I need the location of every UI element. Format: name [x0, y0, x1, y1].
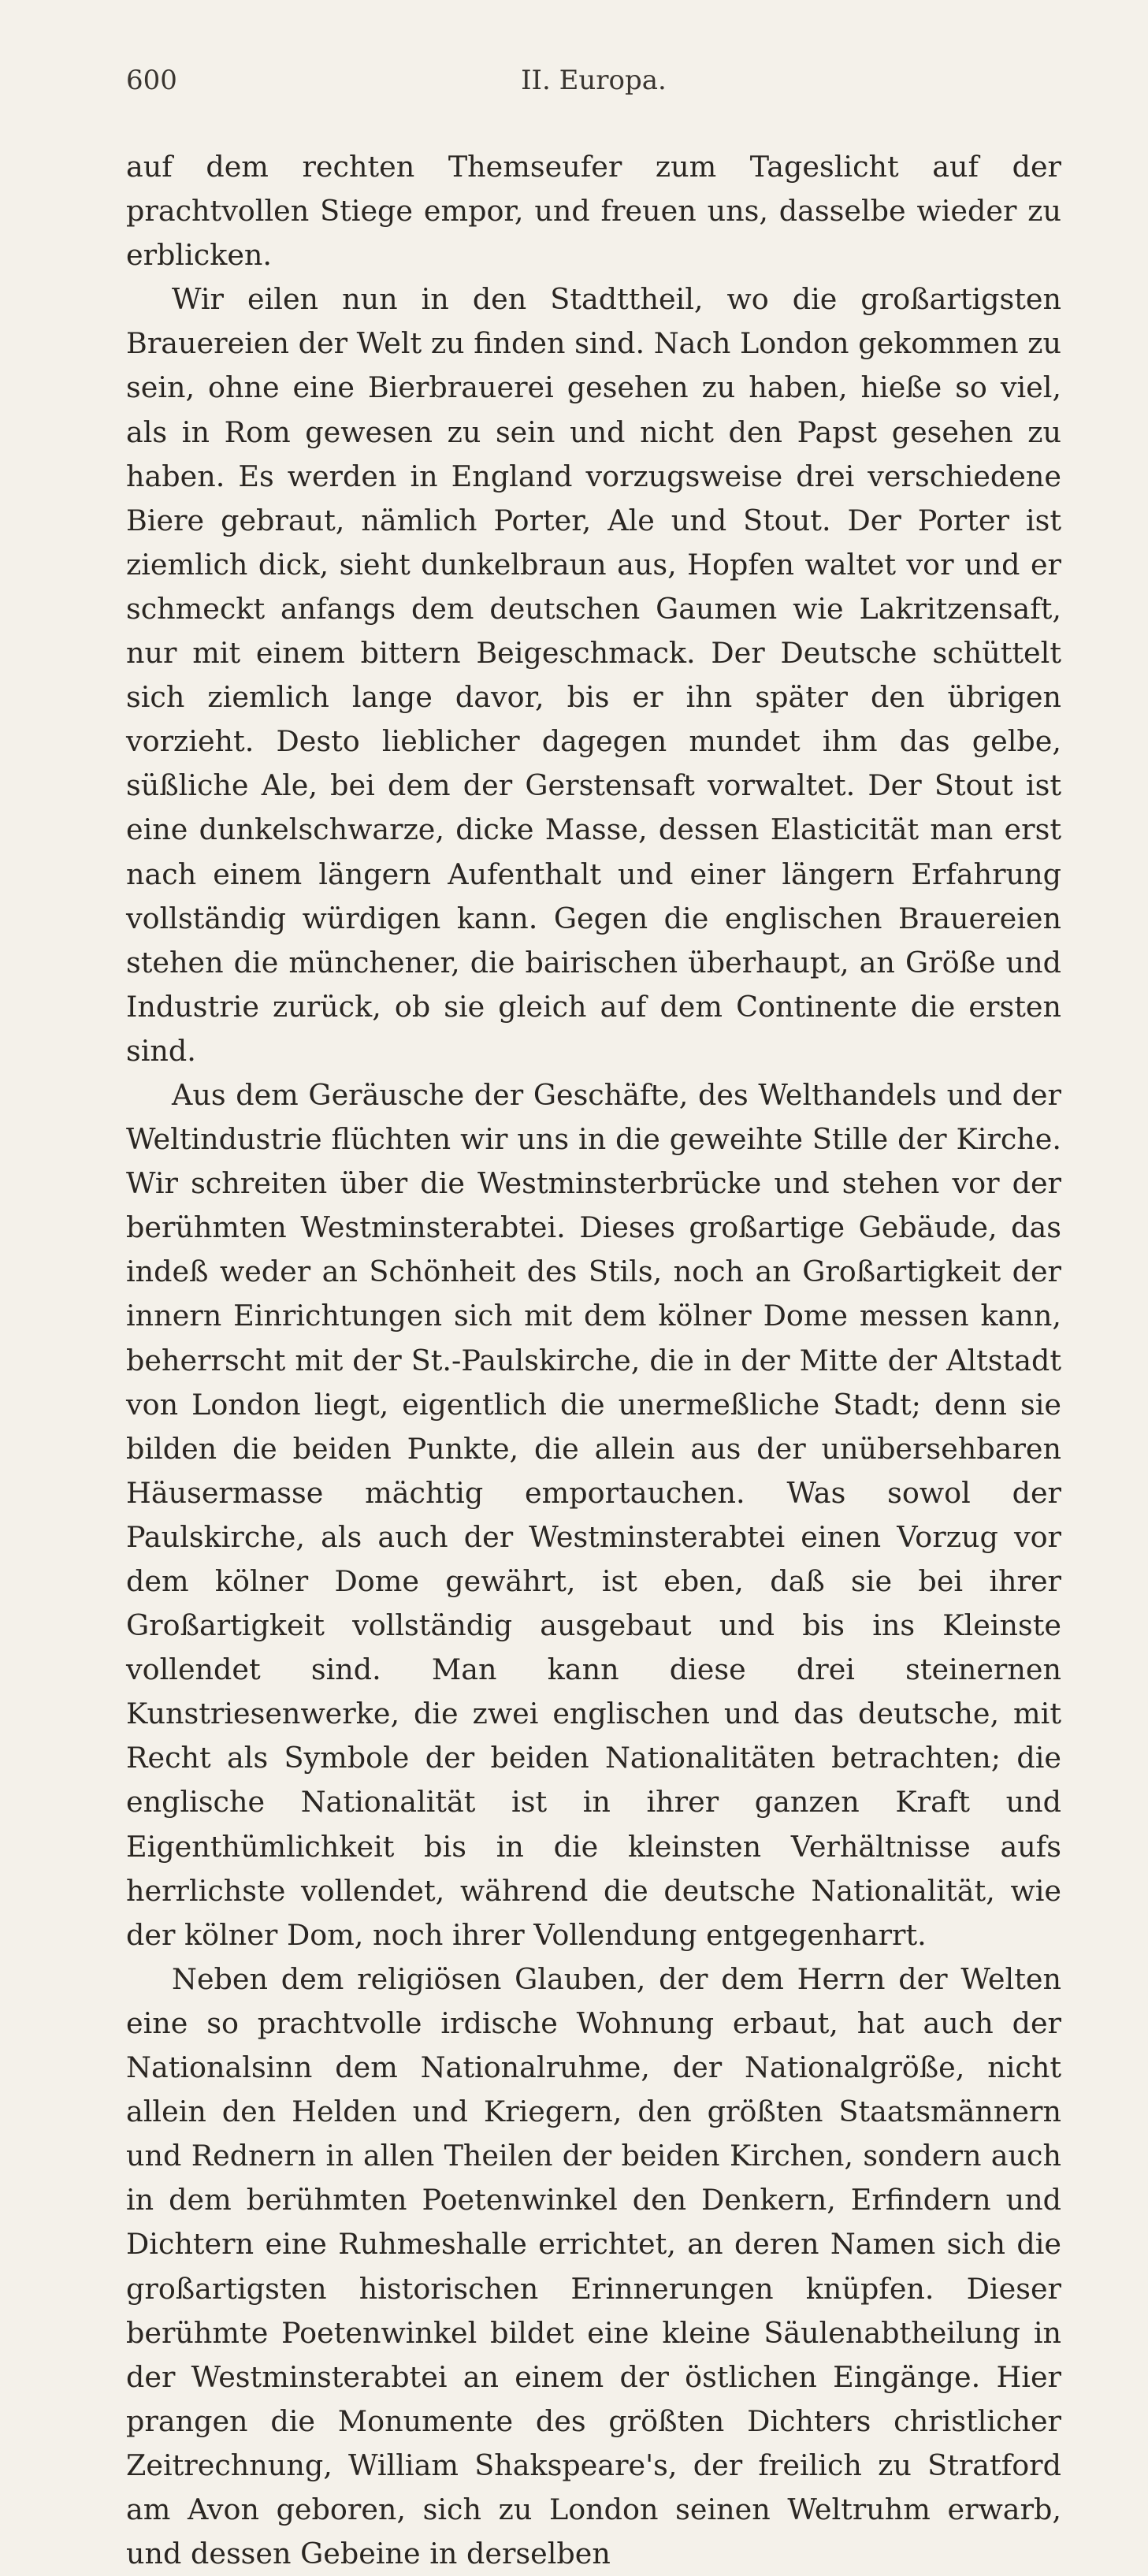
page-number: 600: [126, 65, 177, 96]
body-text: [126, 145, 1061, 2576]
paragraph: auf dem rechten Themseufer zum Tageslicht auf der prachtvollen Stiege empor, und freuen uns, dasselbe wieder zu erblicken.: [126, 150, 1061, 273]
paragraph: Neben dem religiösen Glauben, der dem Herrn der Welten eine so prachtvolle irdische Wohnung erbaut, hat auch der Nationalsinn dem Nationalruhme, der Nationalgröße, nicht allein den Helden und Kriegern, den größten Staatsmännern und Rednern in allen Theilen der beiden Kirchen, sondern auch in dem berühmten Poetenwinkel den Denkern, Erfindern und Dichtern eine Ruhmeshalle errichtet, an deren Namen sich die großartigsten historischen Erinnerungen knüpfen. Dieser berühmte Poetenwinkel bildet eine kleine Säulenabtheilung in der Westminsterabtei an einem der östlichen Eingänge. Hier prangen die Monumente des größten Dichters christlicher Zeitrechnung, William Shakspeare's, der freilich zu Stratford am Avon geboren, sich zu London seinen Weltruhm erwarb, und dessen Gebeine in derselben: [126, 1961, 1061, 2571]
paragraph: Aus dem Geräusche der Geschäfte, des Welthandels und der Weltindustrie flüchten wir uns in die geweihte Stille der Kirche. Wir schreiten über die Westminsterbrücke und stehen vor der berühmten Westminsterabtei. Dieses großartige Gebäude, das indeß weder an Schönheit des Stils, noch an Großartigkeit der innern Einrichtungen sich mit dem kölner Dome messen kann, beherrscht mit der St.-Paulskirche, die in der Mitte der Altstadt von London liegt, eigentlich die unermeßliche Stadt; denn sie bilden die beiden Punkte, die allein aus der unübersehbaren Häusermasse mächtig emportauchen. Was sowol der Paulskirche, als auch der Westminsterabtei einen Vorzug vor dem kölner Dome gewährt, ist eben, daß sie bei ihrer Großartigkeit vollständig ausgebaut und bis ins Kleinste vollendet sind. Man kann diese drei steinernen Kunstriesenwerke, die zwei englischen und das deutsche, mit Recht als Symbole der beiden Nationalitäten betrachten; die englische Nationalität ist in ihrer ganzen Kraft und Eigenthümlichkeit bis in die kleinsten Verhältnisse aufs herrlichste vollendet, während die deutsche Nationalität, wie der kölner Dom, noch ihrer Vollendung entgegenharrt.: [126, 1077, 1061, 1952]
running-title: II. Europa.: [521, 65, 667, 96]
page-header: [126, 65, 1061, 104]
paragraph: Wir eilen nun in den Stadttheil, wo die großartigsten Brauereien der Welt zu finden sind. Nach London gekommen zu sein, ohne eine Bierbrauerei gesehen zu haben, hieße so viel, als in Rom gewesen zu sein und nicht den Papst gesehen zu haben. Es werden in England vorzugsweise drei verschiedene Biere gebraut, nämlich Porter, Ale und Stout. Der Porter ist ziemlich dick, sieht dunkelbraun aus, Hopfen waltet vor und er schmeckt anfangs dem deutschen Gaumen wie Lakritzensaft, nur mit einem bittern Beigeschmack. Der Deutsche schüttelt sich ziemlich lange davor, bis er ihn später den übrigen vorzieht. Desto lieblicher dagegen mundet ihm das gelbe, süßliche Ale, bei dem der Gerstensaft vorwaltet. Der Stout ist eine dunkelschwarze, dicke Masse, dessen Elasticität man erst nach einem längern Aufenthalt und einer längern Erfahrung vollständig würdigen kann. Gegen die englischen Brauereien stehen die münchener, die bairischen überhaupt, an Größe und Industrie zurück, ob sie gleich auf dem Continente die ersten sind.: [126, 282, 1061, 1068]
